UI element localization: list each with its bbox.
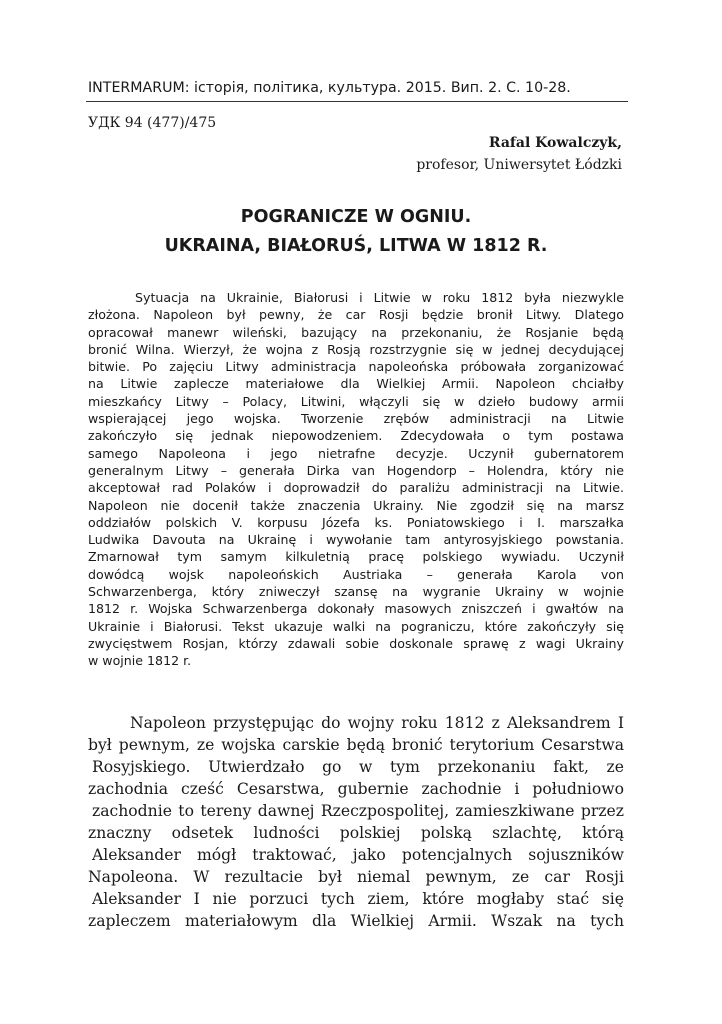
abstract-line: Sytuacja na Ukrainie, Białorusi i Litwie w roku 1812 była niezwykle: [135, 290, 624, 305]
body-line: zachodnia cześć Cesarstwa, gubernie zachodnie i południowo: [88, 780, 624, 798]
body-line: zapleczem materiałowym dla Wielkiej Armii. Wszak na tych: [88, 912, 624, 930]
abstract-line: na Litwie zaplecze materiałowe dla Wielkiej Armii. Napoleon chciałby: [88, 376, 624, 392]
abstract: [88, 289, 624, 670]
header-rule: [86, 101, 628, 102]
abstract-line: złożona. Napoleon był pewny, że car Rosji będzie bronił Litwy. Dlatego: [88, 307, 624, 323]
author-affiliation: profesor, Uniwersytet Łódzki: [416, 157, 622, 173]
body-line: zachodnie to tereny dawnej Rzeczpospolitej, zamieszkiwane przez: [92, 802, 624, 820]
body-line: Aleksander mógł traktować, jako potencjalnych sojuszników: [92, 846, 624, 864]
abstract-line: zakończyło się jednak niepowodzeniem. Zdecydowała o tym postawa: [88, 428, 624, 444]
abstract-line: Napoleon nie docenił także znaczenia Ukrainy. Nie zgodził się na marsz: [88, 497, 624, 513]
abstract-line: bitwie. Po zajęciu Litwy administracja napoleońska próbowała zorganizować: [88, 359, 624, 375]
body-line: Napoleona. W rezultacie był niemal pewnym, ze car Rosji: [88, 868, 624, 886]
body-line: był pewnym, ze wojska carskie będą bronić terytorium Cesarstwa: [88, 736, 624, 754]
body-line: Aleksander I nie porzuci tych ziem, które mogłaby stać się: [92, 890, 624, 908]
body-text: [88, 712, 624, 932]
title-line: POGRANICZE W OGNIU.: [240, 207, 472, 227]
abstract-line: mieszkańcy Litwy – Polacy, Litwini, włączyli się w dzieło budowy armii: [88, 393, 624, 409]
abstract-line: generalnym Litwy – generała Dirka van Hogendorp – Holendra, który nie: [88, 462, 624, 478]
abstract-line: akceptował rad Polaków i doprowadził do paraliżu administracji na Litwie.: [88, 480, 624, 496]
abstract-line: samego Napoleona i jego nietrafne decyzje. Uczynił gubernatorem: [88, 445, 624, 461]
abstract-line: dowódcą wojsk napoleońskich Austriaka – generała Karola von: [88, 566, 624, 582]
abstract-line: w wojnie 1812 r.: [88, 653, 192, 669]
author-name: Rafal Kowalczyk,: [488, 135, 622, 151]
author-block: [416, 133, 622, 175]
abstract-line: Ludwika Davouta na Ukrainę i wywołanie tam antyrosyjskiego powstania.: [88, 532, 624, 548]
running-header: INTERMARUM: історія, політика, культура. 2015. Вип. 2. С. 10-28.: [88, 80, 571, 96]
article-title: [88, 203, 624, 261]
abstract-line: 1812 r. Wojska Schwarzenberga dokonały masowych zniszczeń i gwałtów na: [88, 601, 624, 617]
udc-code: УДК 94 (477)/475: [88, 115, 217, 131]
abstract-line: wspierającej jego wojska. Tworzenie zrębów administracji na Litwie: [88, 411, 624, 427]
abstract-line: bronić Wilna. Wierzył, że wojna z Rosją rozstrzygnie się w jednej decydującej: [88, 341, 624, 357]
abstract-line: Schwarzenberga, który zniweczył szansę na wygranie Ukrainy w wojnie: [88, 584, 624, 600]
abstract-line: oddziałów polskich V. korpusu Józefa ks. Poniatowskiego i I. marszałka: [88, 514, 624, 530]
body-line: znaczny odsetek ludności polskiej polską szlachtę, którą: [88, 824, 624, 842]
body-line: Rosyjskiego. Utwierdzało go w tym przekonaniu fakt, ze: [92, 758, 624, 776]
abstract-line: zwycięstwem Rosjan, którzy zdawali sobie doskonale sprawę z wagi Ukrainy: [88, 635, 624, 651]
abstract-line: opracował manewr wileński, bazujący na przekonaniu, że Rosjanie będą: [88, 324, 624, 340]
body-line: Napoleon przystępując do wojny roku 1812 z Aleksandrem I: [130, 714, 624, 732]
abstract-line: Zmarnował tym samym kilkuletnią pracę polskiego wywiadu. Uczynił: [88, 549, 624, 565]
abstract-line: Ukrainie i Białorusi. Tekst ukazuje walki na pograniczu, które zakończyły się: [88, 618, 624, 634]
title-line: UKRAINA, BIAŁORUŚ, LITWA W 1812 R.: [164, 236, 548, 256]
